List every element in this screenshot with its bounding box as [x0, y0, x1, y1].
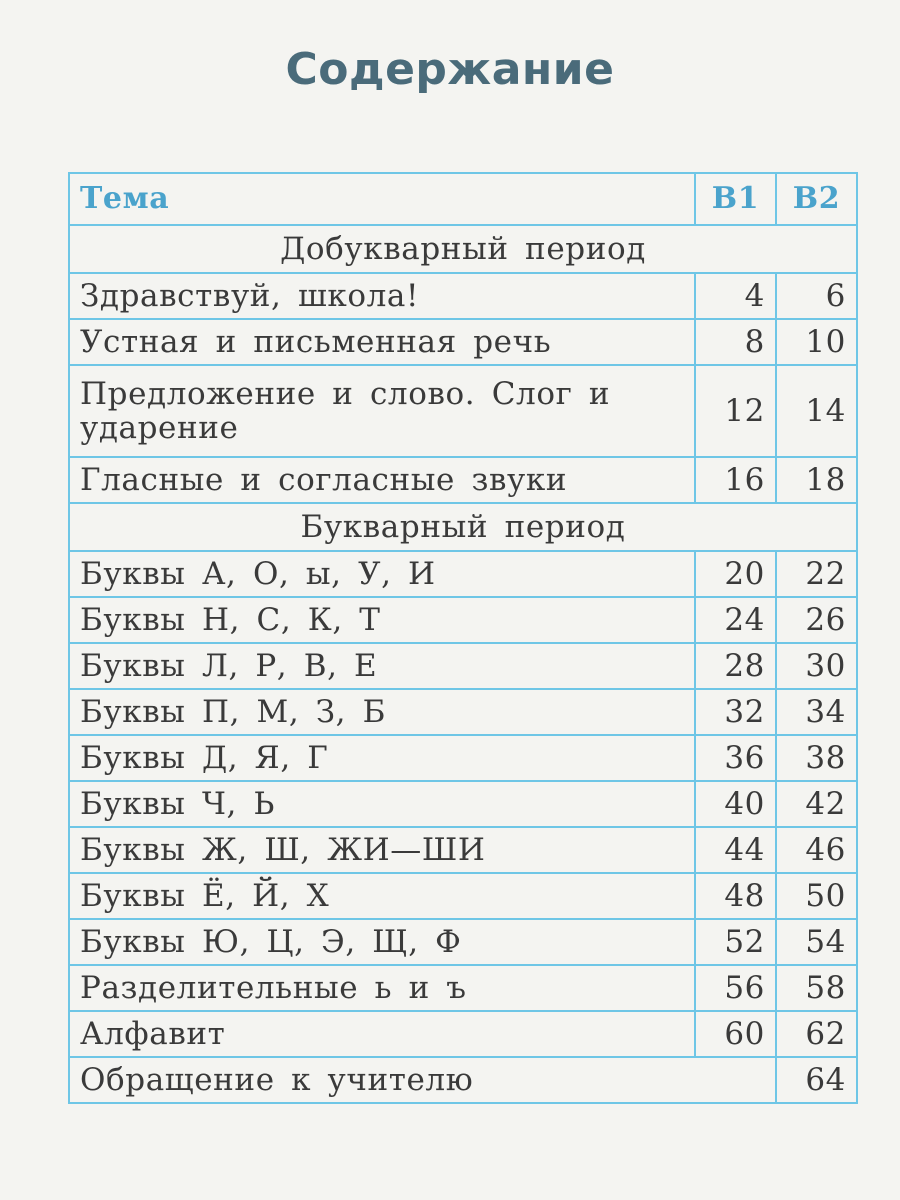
row-topic: Буквы Ё, Й, Х: [69, 873, 695, 919]
header-row: [69, 173, 857, 225]
row-topic: Буквы П, М, З, Б: [69, 689, 695, 735]
row-topic: Устная и письменная речь: [69, 319, 695, 365]
table-row: [69, 689, 857, 735]
table-row: [69, 597, 857, 643]
header-v1: В1: [695, 173, 776, 225]
row-v1: 8: [695, 319, 776, 365]
table-row: [69, 457, 857, 503]
row-topic: Здравствуй, школа!: [69, 273, 695, 319]
row-topic: Алфавит: [69, 1011, 695, 1057]
row-v1: 28: [695, 643, 776, 689]
row-v2: 18: [776, 457, 857, 503]
table-row-final: [69, 1057, 857, 1103]
row-topic: Буквы Д, Я, Г: [69, 735, 695, 781]
table-row: [69, 965, 857, 1011]
table-row: [69, 365, 857, 457]
row-v1: 12: [695, 365, 776, 457]
row-v1: 16: [695, 457, 776, 503]
section-row: [69, 225, 857, 273]
row-topic: Буквы Ж, Ш, ЖИ—ШИ: [69, 827, 695, 873]
row-v2: 50: [776, 873, 857, 919]
row-v2: 38: [776, 735, 857, 781]
row-v1: 32: [695, 689, 776, 735]
section-title-prebukvar: Добукварный период: [69, 225, 857, 273]
row-v1: 60: [695, 1011, 776, 1057]
row-topic: Буквы Л, Р, В, Е: [69, 643, 695, 689]
row-v1: 24: [695, 597, 776, 643]
row-v2: 10: [776, 319, 857, 365]
row-v1: 52: [695, 919, 776, 965]
row-topic: Буквы А, О, ы, У, И: [69, 551, 695, 597]
row-v1: 44: [695, 827, 776, 873]
section-title-bukvar: Букварный период: [69, 503, 857, 551]
row-v2: 22: [776, 551, 857, 597]
table-row: [69, 273, 857, 319]
row-topic: Буквы Н, С, К, Т: [69, 597, 695, 643]
table-row: [69, 551, 857, 597]
row-v1: 56: [695, 965, 776, 1011]
row-v2: 14: [776, 365, 857, 457]
row-v2: 42: [776, 781, 857, 827]
row-topic: Гласные и согласные звуки: [69, 457, 695, 503]
row-v2: 62: [776, 1011, 857, 1057]
table-row: [69, 735, 857, 781]
table-row: [69, 319, 857, 365]
row-v2: 30: [776, 643, 857, 689]
row-v1: 36: [695, 735, 776, 781]
row-v2: 58: [776, 965, 857, 1011]
row-v2: 34: [776, 689, 857, 735]
row-topic: Обращение к учителю: [69, 1057, 776, 1103]
row-v2: 54: [776, 919, 857, 965]
contents-table: [68, 172, 858, 1104]
section-row: [69, 503, 857, 551]
header-v2: В2: [776, 173, 857, 225]
table-row: [69, 827, 857, 873]
table-row: [69, 1011, 857, 1057]
row-v1: 48: [695, 873, 776, 919]
row-v2: 6: [776, 273, 857, 319]
row-topic: Разделительные ь и ъ: [69, 965, 695, 1011]
row-v1: 4: [695, 273, 776, 319]
row-v1: 20: [695, 551, 776, 597]
row-v2: 26: [776, 597, 857, 643]
row-topic: Предложение и слово. Слог и ударение: [69, 365, 695, 457]
header-topic: Тема: [69, 173, 695, 225]
row-v2: 46: [776, 827, 857, 873]
table-row: [69, 873, 857, 919]
page-title: Содержание: [285, 44, 615, 95]
row-topic: Буквы Ч, Ь: [69, 781, 695, 827]
row-page: 64: [776, 1057, 857, 1103]
table-row: [69, 919, 857, 965]
table-row: [69, 781, 857, 827]
row-topic: Буквы Ю, Ц, Э, Щ, Ф: [69, 919, 695, 965]
table-row: [69, 643, 857, 689]
row-v1: 40: [695, 781, 776, 827]
